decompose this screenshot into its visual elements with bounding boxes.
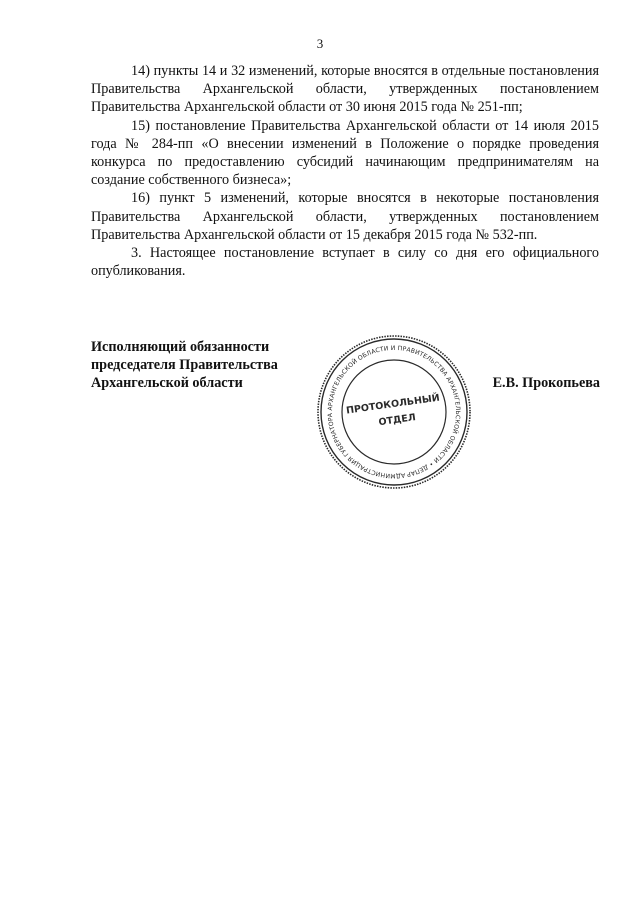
protocol-department-stamp [316, 334, 472, 490]
paragraph-effective-date: 3. Настоящее постановление вступает в силу со дня его официального опубликования. [91, 245, 599, 280]
stamp-outer-border [321, 339, 467, 485]
paragraph-item-14: 14) пункты 14 и 32 изменений, которые вносятся в отдельные постановления Правительства Архангельской области, утвержденных постановлением Правительства Архангельской области от 30 июня 2015 года № 251-пп; [91, 63, 599, 116]
stamp-seal [316, 334, 472, 490]
stamp-ring-text: АДМИНИСТРАЦИЯ ГУБЕРНАТОРА АРХАНГЕЛЬСКОЙ ОБЛАСТИ И ПРАВИТЕЛЬСТВА АРХАНГЕЛЬСКОЙ ОБЛАСТИ • ДЕПАРТАМЕНТ [326, 344, 462, 480]
page-number: 3 [316, 36, 324, 51]
stamp-center-text-1: ПРОТОКОЛЬНЫЙ [345, 392, 441, 417]
signature-title-line-3: Архангельской области [91, 375, 243, 392]
stamp-center-text-2: ОТДЕЛ [377, 412, 417, 429]
signature-title [91, 338, 321, 393]
paragraph-item-15: 15) постановление Правительства Архангельской области от 14 июля 2015 года № 284-пп «О внесении изменений в Положение о порядке проведения конкурса по предоставлению субсидий начинающим предпринимателям на создание собственного бизнеса»; [91, 117, 599, 189]
stamp-outer-ring [318, 336, 470, 488]
signatory-name: Е.В. Прокопьева [492, 375, 600, 391]
paragraph-item-16: 16) пункт 5 изменений, которые вносятся в некоторые постановления Правительства Архангельской области, утвержденных постановлением Правительства Архангельской области от 15 декабря 2015 года № 532-пп. [91, 190, 599, 243]
document-body [91, 62, 599, 280]
signature-title-line-2: председателя Правительства [91, 357, 278, 374]
signature-title-line-1: Исполняющий обязанности [91, 339, 270, 355]
